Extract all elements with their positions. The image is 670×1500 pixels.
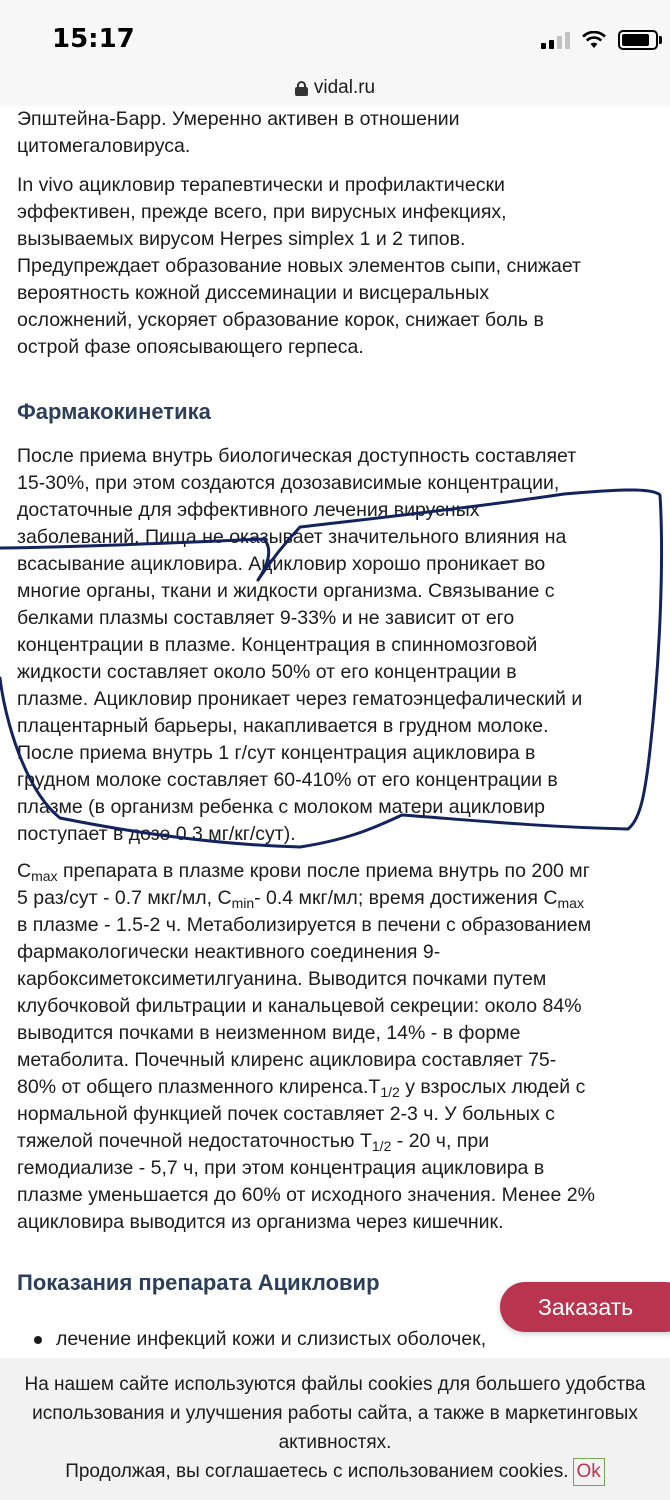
pharmacokinetics-paragraph-2: $C_{max}$ препарата в плазме крови после приема внутрь по 200 мг 5 раз/сут - 0.7 мкг/мл, $C_{min}-$ 0.4 мкг/мл; время достижения $C_{max}$ в плазме - 1.5-2 ч. Метаболизируется в печени с образованием фармакологически неактивного соединения 9- карбоксиметоксиметилгуанина. Выводится почками путем клубочковой фильтрации и канальцевой секреции: около 84% выводится почками в неизменном виде, 14% - в форме метаболита. Почечный клиренс ацикловира составляет 75- 80% от общего плазменного $клиренса.T_{1/2}$ у взрослых людей с нормальной функцией почек составляет 2-3 ч. У больных с тяжелой почечной недостаточностью $T_{1/2} - 20$ ч, при гемодиализе - 5,7 ч, при этом концентрация ацикловира в плазме уменьшается до 60% от исходного значения. Менее 2% ацикловира выводится из организма через кишечник. xyxy=(17,860,595,1233)
pharmacokinetics-paragraph-1: После приема внутрь биологическая доступность составляет 15-30%, при этом создаются дозозависимые концентрации, достаточные для эффективного лечения вирусных заболеваний. Пища не оказывает значительного влияния на всасывание ацикловира. Ацикловир хорошо проникает во многие органы, ткани и жидкости организма. Связывание с белками плазмы составляет 9-33% и не зависит от его концентрации в плазме. Концентрация в спинномозговой жидкости составляет около 50% от его концентрации в плазме. Ацикловир проникает через гематоэнцефалический и плацентарный барьеры, накапливается в грудном молоке. После приема внутрь 1 г/сут концентрация ацикловира в грудном молоке составляет 60-410% от его концентрации в плазме (в организм ребенка с молоком матери ацикловир поступает в дозе 0.3 мг/кг/сут). xyxy=(17,445,583,845)
cookie-ok-button[interactable]: Ok xyxy=(573,1458,605,1486)
list-item: лечение инфекций кожи и слизистых оболочек, xyxy=(56,1328,486,1351)
cookie-banner: На нашем сайте используются файлы cookies для большего удобства использования и улучшения работы сайта, а также в маркетинговых активностях. Продолжая, вы соглашаетесь с использованием cookies. Ok xyxy=(0,1358,670,1500)
indications-list xyxy=(56,1328,486,1351)
battery-icon xyxy=(618,30,658,50)
system-icons xyxy=(541,30,658,50)
wifi-icon xyxy=(582,31,606,49)
article-content xyxy=(17,106,670,1296)
in-vivo-paragraph: In vivo ацикловир терапевтически и профилактически эффективен, прежде всего, при вирусных инфекциях, вызываемых вирусом Herpes simplex 1 и 2 типов. Предупреждает образование новых элементов сыпи, снижает вероятность кожной диссеминации и висцеральных осложнений, ускоряет образование корок, снижает боль в острой фазе опоясывающего герпеса. xyxy=(17,174,581,358)
intro-paragraph: Эпштейна-Барр. Умеренно активен в отношении цитомегаловируса. xyxy=(17,108,460,157)
order-button-label: Заказать xyxy=(538,1293,634,1320)
status-bar xyxy=(0,0,670,70)
lock-icon xyxy=(295,81,308,96)
order-button[interactable] xyxy=(500,1282,670,1332)
url-text: vidal.ru xyxy=(313,77,376,98)
bullet-icon xyxy=(34,1336,42,1344)
address-bar[interactable] xyxy=(0,70,670,106)
indications-heading: Показания препарата Ацикловир xyxy=(17,1270,380,1295)
cellular-signal-icon xyxy=(541,31,570,49)
status-time: 15:17 xyxy=(52,24,135,54)
pharmacokinetics-heading: Фармакокинетика xyxy=(17,399,211,424)
